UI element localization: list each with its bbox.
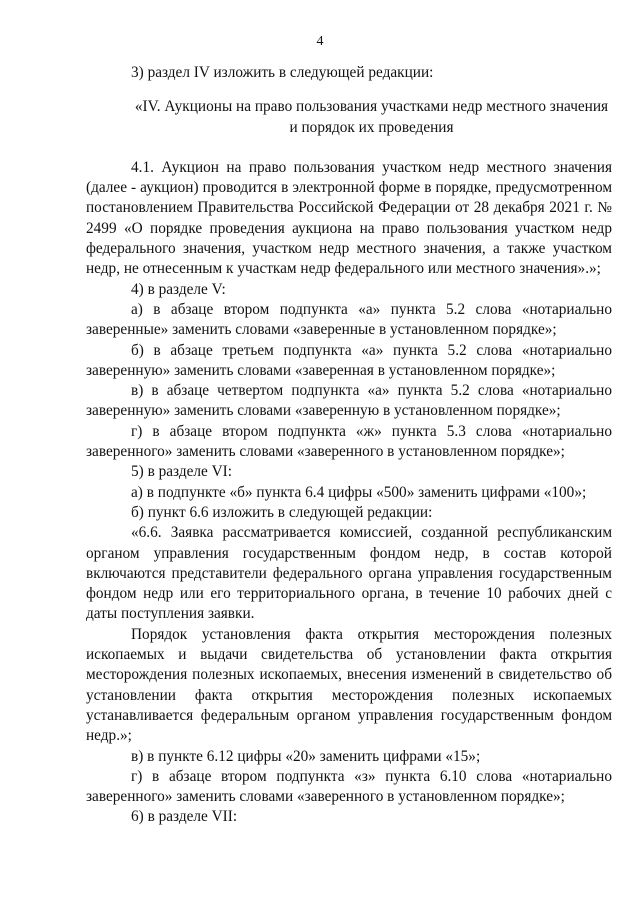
paragraph-item-4: 4) в разделе V:: [131, 280, 226, 298]
paragraph-item-6: 6) в разделе VII:: [131, 808, 238, 826]
paragraph-4v: в) в абзаце четвертом подпункта «а» пункта 5.2 слова «нотариально заверенную» заменить словами «заверенную в установленном порядке»;: [86, 382, 612, 420]
section-heading-iv: «IV. Аукционы на право пользования участками недр местного значения и порядок их проведения: [134, 98, 609, 136]
paragraph-4b: б) в абзаце третьем подпункта «а» пункта 5.2 слова «нотариально заверенную» заменить словами «заверенная в установленном порядке»;: [86, 341, 612, 379]
paragraph-5v: в) в пункте 6.12 цифры «20» заменить цифрами «15»;: [131, 747, 481, 765]
paragraph-6-6-second: Порядок установления факта открытия месторождения полезных ископаемых и выдачи свидетельства об установлении факта открытия месторождения полезных ископаемых, внесения изменений в свидетельство об установлении факта открытия месторождения полезных ископаемых устанавливается федеральным органом управления государственным фондом недр.»;: [86, 625, 612, 745]
paragraph-4-1: 4.1. Аукцион на право пользования участком недр местного значения (далее - аукцион) проводится в электронной форме в порядке, предусмотренном постановлением Правительства Российской Федерации от 28 декабря 2021 г. № 2499 «О порядке проведения аукциона на право пользования участком недр федерального значения, участком недр местного значения, а также участком недр, не отнесенным к участкам недр федерального или местного значения».»;: [86, 158, 612, 278]
paragraph-item-3: 3) раздел IV изложить в следующей редакции:: [131, 64, 434, 81]
document-body: [86, 63, 612, 828]
paragraph-4g: г) в абзаце втором подпункта «ж» пункта 5.3 слова «нотариально заверенного» заменить словами «заверенного в установленном порядке»;: [86, 422, 612, 461]
paragraph-5g: г) в абзаце втором подпункта «з» пункта 6.10 слова «нотариально заверенного» заменить словами «заверенного в установленном порядке»;: [86, 767, 612, 806]
paragraph-5b: б) пункт 6.6 изложить в следующей редакции:: [131, 503, 433, 521]
paragraph-item-5: 5) в разделе VI:: [131, 463, 233, 481]
paragraph-5a: а) в подпункте «б» пункта 6.4 цифры «500» заменить цифрами «100»;: [131, 483, 587, 501]
paragraph-6-6: «6.6. Заявка рассматривается комиссией, созданной республиканским органом управления государственным фондом недр, в состав которой включаются представители федерального органа управления государственным фондом недр или его территориального органа, в течение 10 рабочих дней с даты поступления заявки.: [86, 524, 612, 623]
page-number: 4: [316, 34, 324, 49]
paragraph-4a: а) в абзаце втором подпункта «а» пункта 5.2 слова «нотариально заверенные» заменить словами «заверенные в установленном порядке»;: [86, 300, 612, 339]
